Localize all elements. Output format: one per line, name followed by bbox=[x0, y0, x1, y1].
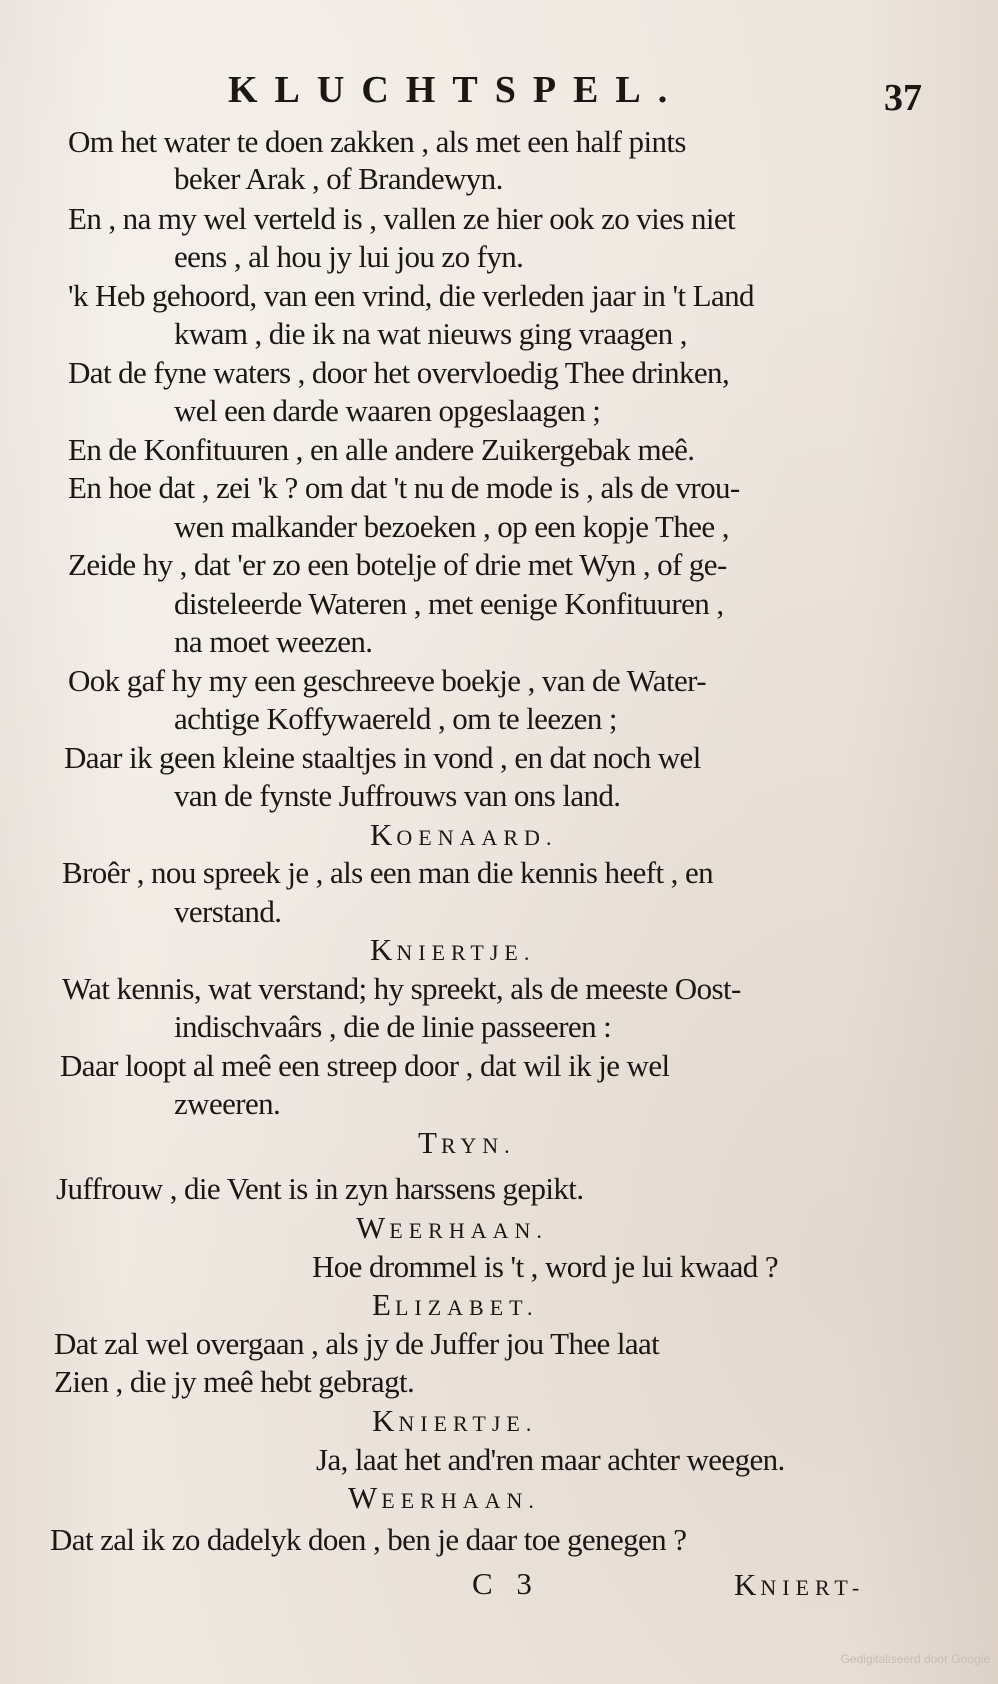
text-line: verstand. bbox=[174, 894, 282, 929]
text-line: Daar ik geen kleine staaltjes in vond , en dat noch wel bbox=[64, 740, 701, 775]
text-line: wel een darde waaren opgeslaagen ; bbox=[174, 393, 601, 428]
text-line: Zeide hy , dat 'er zo een botelje of drie met Wyn , of ge- bbox=[68, 547, 727, 582]
text-line: Zien , die jy meê hebt gebragt. bbox=[54, 1364, 415, 1399]
text-line: Wat kennis, wat verstand; hy spreekt, als de meeste Oost- bbox=[62, 971, 741, 1006]
text-line: eens , al hou jy lui jou zo fyn. bbox=[174, 239, 524, 274]
text-line: achtige Koffywaereld , om te leezen ; bbox=[174, 701, 617, 736]
text-line: Broêr , nou spreek je , als een man die kennis heeft , en bbox=[62, 855, 714, 890]
speaker-name: KNIERTJE. bbox=[372, 1403, 538, 1438]
text-line: Dat zal ik zo dadelyk doen , ben je daar toe genegen ? bbox=[50, 1522, 687, 1557]
speaker-name: TRYN. bbox=[418, 1125, 516, 1160]
text-line: zweeren. bbox=[174, 1086, 281, 1121]
text-line: indischvaârs , die de linie passeeren : bbox=[174, 1009, 612, 1044]
text-line: Ook gaf hy my een geschreeve boekje , van de Water- bbox=[68, 663, 706, 698]
text-line: Dat de fyne waters , door het overvloedig Thee drinken, bbox=[68, 355, 730, 390]
digitization-watermark: Gedigitaliseerd door Google bbox=[840, 1652, 990, 1666]
text-line: Dat zal wel overgaan , als jy de Juffer jou Thee laat bbox=[54, 1326, 660, 1361]
text-line: van de fynste Juffrouws van ons land. bbox=[174, 778, 621, 813]
text-line: kwam , die ik na wat nieuws ging vraagen , bbox=[174, 316, 687, 351]
speaker-name: WEERHAAN. bbox=[348, 1480, 540, 1515]
page-number: 37 bbox=[884, 77, 922, 119]
speaker-name: WEERHAAN. bbox=[356, 1210, 548, 1245]
running-title: KLUCHTSPEL. bbox=[228, 69, 685, 111]
speaker-name: KOENAARD. bbox=[370, 817, 558, 852]
text-line: disteleerde Wateren , met eenige Konfituuren , bbox=[174, 586, 724, 621]
speaker-name: ELIZABET. bbox=[372, 1287, 539, 1322]
text-line: En , na my wel verteld is , vallen ze hier ook zo vies niet bbox=[68, 201, 736, 236]
text-line: 'k Heb gehoord, van een vrind, die verleden jaar in 't Land bbox=[68, 278, 754, 313]
catchword: KNIERT- bbox=[734, 1567, 866, 1602]
text-line: En de Konfituuren , en alle andere Zuikergebak meê. bbox=[68, 432, 695, 467]
text-line: wen malkander bezoeken , op een kopje Thee , bbox=[174, 509, 729, 544]
text-line: beker Arak , of Brandewyn. bbox=[174, 161, 503, 196]
signature-mark: C 3 bbox=[472, 1566, 540, 1601]
text-line: Ja, laat het and'ren maar achter weegen. bbox=[316, 1442, 785, 1477]
text-line: na moet weezen. bbox=[174, 624, 373, 659]
text-line: Daar loopt al meê een streep door , dat wil ik je wel bbox=[60, 1048, 670, 1083]
text-line: Om het water te doen zakken , als met een half pints bbox=[68, 124, 686, 159]
text-line: En hoe dat , zei 'k ? om dat 't nu de mode is , als de vrou- bbox=[68, 470, 740, 505]
text-line: Hoe drommel is 't , word je lui kwaad ? bbox=[312, 1249, 779, 1284]
speaker-name: KNIERTJE. bbox=[370, 932, 536, 967]
text-line: Juffrouw , die Vent is in zyn harssens gepikt. bbox=[56, 1171, 584, 1206]
